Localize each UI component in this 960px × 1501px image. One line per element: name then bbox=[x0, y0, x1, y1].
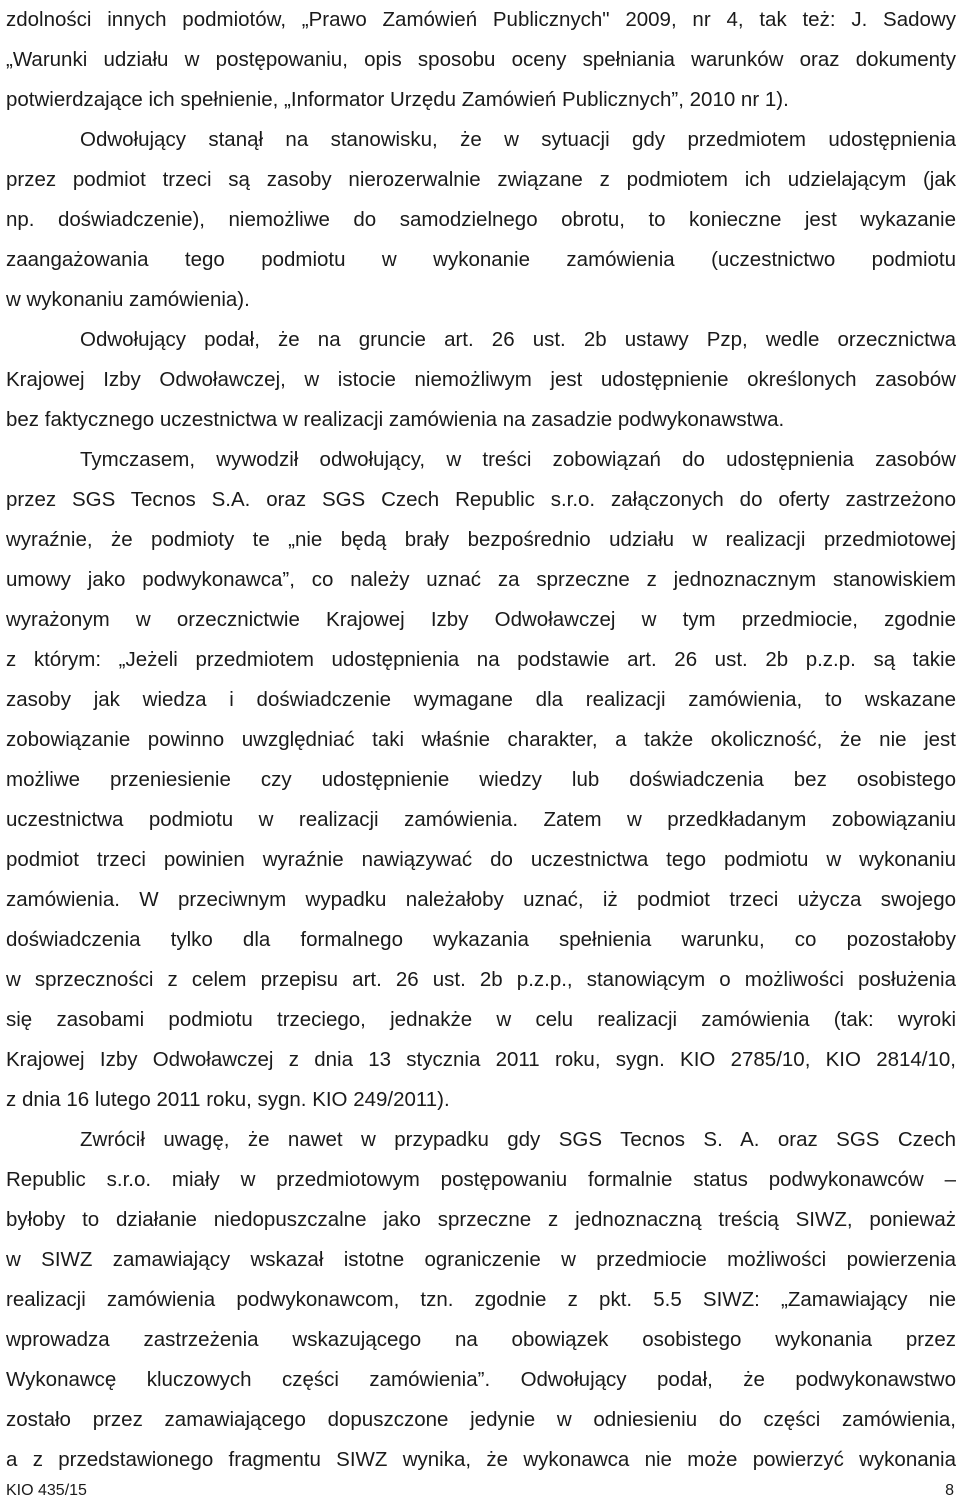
text-line: wprowadza zastrzeżenia wskazującego na obowiązek osobistego wykonania przez bbox=[6, 1328, 956, 1351]
text-line: podmiot trzeci powinien wyraźnie nawiązywać do uczestnictwa tego podmiotu w wykonaniu bbox=[6, 848, 956, 871]
text-line: bez faktycznego uczestnictwa w realizacji zamówienia na zasadzie podwykonawstwa. bbox=[6, 408, 785, 431]
text-line: potwierdzające ich spełnienie, „Informator Urzędu Zamówień Publicznych”, 2010 nr 1). bbox=[6, 88, 789, 111]
text-line: byłoby to działanie niedopuszczalne jako sprzeczne z jednoznaczną treścią SIWZ, ponieważ bbox=[6, 1208, 956, 1231]
text-line: zaangażowania tego podmiotu w wykonanie zamówienia (uczestnictwo podmiotu bbox=[6, 248, 956, 271]
text-line: zdolności innych podmiotów, „Prawo Zamówień Publicznych" 2009, nr 4, tak też: J. Sadowy bbox=[6, 8, 956, 31]
text-line: realizacji zamówienia podwykonawcom, tzn. zgodnie z pkt. 5.5 SIWZ: „Zamawiający nie bbox=[6, 1288, 956, 1311]
text-line: przez podmiot trzeci są zasoby nierozerwalnie związane z podmiotem ich udzielającym (jak bbox=[6, 168, 956, 191]
text-line: przez SGS Tecnos S.A. oraz SGS Czech Republic s.r.o. załączonych do oferty zastrzeżono bbox=[6, 488, 956, 511]
text-line: z dnia 16 lutego 2011 roku, sygn. KIO 249/2011). bbox=[6, 1088, 450, 1111]
text-line: Odwołujący podał, że na gruncie art. 26 ust. 2b ustawy Pzp, wedle orzecznictwa bbox=[80, 328, 956, 351]
text-line: z którym: „Jeżeli przedmiotem udostępnienia na podstawie art. 26 ust. 2b p.z.p. są takie bbox=[6, 648, 956, 671]
text-line: w SIWZ zamawiający wskazał istotne ograniczenie w przedmiocie możliwości powierzenia bbox=[6, 1248, 956, 1271]
text-line: wyrażonym w orzecznictwie Krajowej Izby Odwoławczej w tym przedmiocie, zgodnie bbox=[6, 608, 956, 631]
text-line: zasoby jak wiedza i doświadczenie wymagane dla realizacji zamówienia, to wskazane bbox=[6, 688, 956, 711]
text-line: a z przedstawionego fragmentu SIWZ wynika, że wykonawca nie może powierzyć wykonania bbox=[6, 1448, 956, 1471]
page-number: 8 bbox=[945, 1482, 954, 1499]
text-line: uczestnictwa podmiotu w realizacji zamówienia. Zatem w przedkładanym zobowiązaniu bbox=[6, 808, 956, 831]
text-line: się zasobami podmiotu trzeciego, jednakże w celu realizacji zamówienia (tak: wyroki bbox=[6, 1008, 956, 1031]
case-number: KIO 435/15 bbox=[6, 1482, 87, 1499]
text-line: Wykonawcę kluczowych części zamówienia”. Odwołujący podał, że podwykonawstwo bbox=[6, 1368, 956, 1391]
text-line: zobowiązanie powinno uwzględniać taki właśnie charakter, a także okoliczność, że nie jest bbox=[6, 728, 956, 751]
text-line: umowy jako podwykonawca”, co należy uznać za sprzeczne z jednoznacznym stanowiskiem bbox=[6, 568, 956, 591]
text-line: Zwrócił uwagę, że nawet w przypadku gdy SGS Tecnos S. A. oraz SGS Czech bbox=[80, 1128, 956, 1151]
text-line: Krajowej Izby Odwoławczej, w istocie niemożliwym jest udostępnienie określonych zasobów bbox=[6, 368, 956, 391]
text-line: zamówienia. W przeciwnym wypadku należałoby uznać, iż podmiot trzeci użycza swojego bbox=[6, 888, 956, 911]
text-line: Odwołujący stanął na stanowisku, że w sytuacji gdy przedmiotem udostępnienia bbox=[80, 128, 956, 151]
text-line: doświadczenia tylko dla formalnego wykazania spełnienia warunku, co pozostałoby bbox=[6, 928, 956, 951]
text-line: „Warunki udziału w postępowaniu, opis sposobu oceny spełniania warunków oraz dokumenty bbox=[6, 48, 956, 71]
text-line: w sprzeczności z celem przepisu art. 26 ust. 2b p.z.p., stanowiącym o możliwości posłużenia bbox=[6, 968, 956, 991]
text-line: Tymczasem, wywodził odwołujący, w treści zobowiązań do udostępnienia zasobów bbox=[80, 448, 956, 471]
text-line: np. doświadczenie), niemożliwe do samodzielnego obrotu, to konieczne jest wykazanie bbox=[6, 208, 956, 231]
page-footer bbox=[6, 1481, 954, 1501]
text-line: zostało przez zamawiającego dopuszczone jedynie w odniesieniu do części zamówienia, bbox=[6, 1408, 956, 1431]
text-line: Republic s.r.o. miały w przedmiotowym postępowaniu formalnie status podwykonawców – bbox=[6, 1168, 956, 1191]
text-line: w wykonaniu zamówienia). bbox=[6, 288, 250, 311]
text-line: możliwe przeniesienie czy udostępnienie wiedzy lub doświadczenia bez osobistego bbox=[6, 768, 956, 791]
text-line: Krajowej Izby Odwoławczej z dnia 13 stycznia 2011 roku, sygn. KIO 2785/10, KIO 2814/10, bbox=[6, 1048, 956, 1071]
text-line: wyraźnie, że podmioty te „nie będą brały bezpośrednio udziału w realizacji przedmiotowej bbox=[6, 528, 956, 551]
